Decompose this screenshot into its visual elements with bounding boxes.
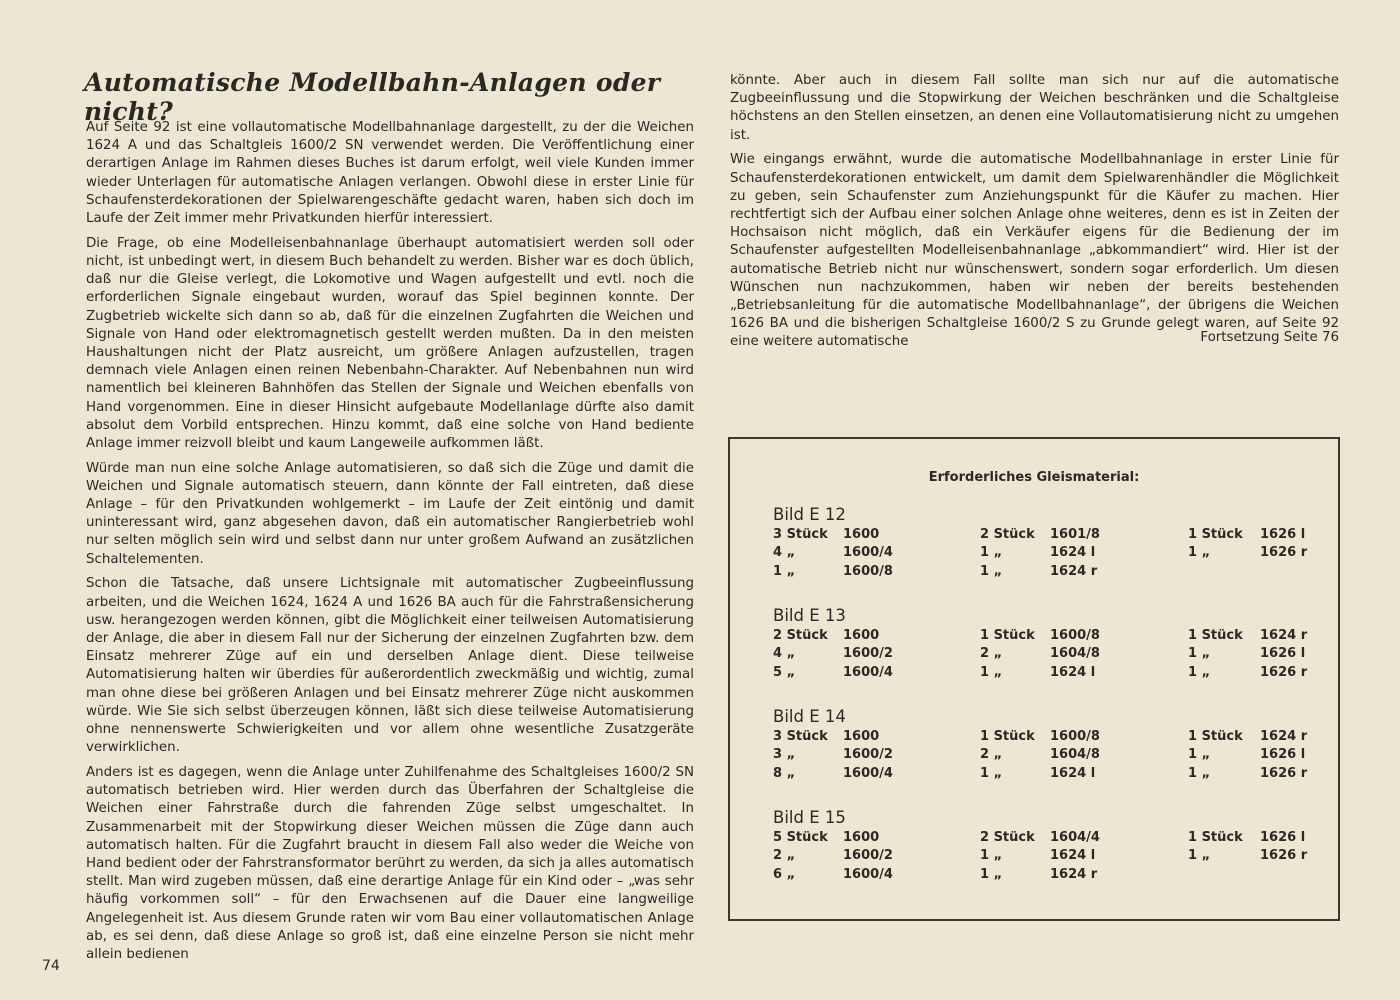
material-row bbox=[773, 646, 1313, 664]
material-row bbox=[773, 867, 1313, 885]
part-number-cell: 1600 bbox=[843, 729, 880, 744]
paragraph: könnte. Aber auch in diesem Fall sollte man sich nur auf die automatische Zugbeeinflussung und die Stopwirkung der Weichen beschränken und die Schaltgleise höchstens an den Stellen einsetzen, an denen eine Vollautomatisierung nicht zu umgehen ist. bbox=[730, 73, 1339, 143]
part-number-cell: 1626 l bbox=[1260, 527, 1306, 542]
quantity-cell: 2 Stück bbox=[773, 628, 828, 643]
track-material-box bbox=[728, 437, 1340, 921]
quantity-cell: 1 „ bbox=[1188, 545, 1211, 561]
box-title: Erforderliches Gleismaterial: bbox=[928, 470, 1140, 485]
paragraph: Schon die Tatsache, daß unsere Lichtsignale mit automatischer Zugbeeinflussung arbeiten, und die Weichen 1624, 1624 A und 1626 BA auch für die Fahrstraßensicherung usw. herangezogen werden können, gibt die Möglichkeit einer teilweisen Automatisierung der Anlage, die aber in diesem Fall nur der Sicherung der einzelnen Zugfahrten bzw. dem Einsatz mehrerer Züge auf ein und derselben Anlage dient. Diese teilweise Automatisierung halten wir überdies für außerordentlich zweckmäßig und wichtig, zumal man ohne diese bei größeren Anlagen und bei Einsatz mehrerer Züge nicht auskommen würde. Wie Sie sich selbst überzeugen können, läßt sich diese teilweise Automatisierung ohne nennenswerte Schwierigkeiten und vor allem ohne wesentliche Zusatzgeräte verwirklichen. bbox=[86, 576, 694, 756]
quantity-cell: 1 „ bbox=[980, 765, 1003, 781]
figure-label: Bild E 12 bbox=[773, 505, 846, 524]
part-number-cell: 1600/4 bbox=[843, 765, 893, 781]
part-number-cell: 1624 l bbox=[1050, 664, 1096, 680]
quantity-cell: 1 „ bbox=[1188, 664, 1211, 680]
quantity-cell: 1 „ bbox=[1188, 646, 1211, 662]
quantity-cell: 1 „ bbox=[1188, 848, 1211, 864]
paragraph: Wie eingangs erwähnt, wurde die automatische Modellbahnanlage in erster Linie für Schaufensterdekorationen entwickelt, um damit dem Spielwarenhändler die Möglichkeit zu geben, sein Schaufenster zum Anziehungspunkt für die Käufer zu machen. Hier rechtfertigt sich der Aufbau einer solchen Anlage ohne weiteres, denn es ist in Zeiten der Hochsaison nicht möglich, daß ein Verkäufer eigens für die Bedienung der im Schaufenster aufgestellten Modelleisenbahnanlage „abkommandiert“ wird. Hier ist der automatische Betrieb nicht nur wünschenswert, sondern sogar erforderlich. Um diesen Wünschen nun nachzukommen, haben wir neben der bereits bestehenden „Betriebsanleitung für die automatische Modellbahnanlage“, der übrigens die Weichen 1626 BA und die bisherigen Schaltgleise 1600/2 S zu Grunde gelegt waren, auf Seite 92 eine weitere automatische bbox=[730, 152, 1339, 350]
quantity-cell: 3 Stück bbox=[773, 527, 828, 542]
quantity-cell: 1 „ bbox=[980, 664, 1003, 680]
part-number-cell: 1626 l bbox=[1260, 646, 1306, 662]
quantity-cell: 1 Stück bbox=[1188, 527, 1243, 542]
part-number-cell: 1600/8 bbox=[1050, 628, 1100, 643]
part-number-cell: 1624 l bbox=[1050, 848, 1096, 864]
part-number-cell: 1600/2 bbox=[843, 646, 893, 662]
quantity-cell: 1 „ bbox=[980, 563, 1003, 579]
quantity-cell: 3 Stück bbox=[773, 729, 828, 744]
quantity-cell: 1 Stück bbox=[1188, 830, 1243, 845]
part-number-cell: 1626 r bbox=[1260, 765, 1308, 781]
part-number-cell: 1604/8 bbox=[1050, 747, 1100, 763]
part-number-cell: 1626 l bbox=[1260, 830, 1306, 845]
part-number-cell: 1626 l bbox=[1260, 747, 1306, 763]
quantity-cell: 2 „ bbox=[773, 848, 796, 864]
quantity-cell: 1 Stück bbox=[1188, 628, 1243, 643]
part-number-cell: 1600 bbox=[843, 527, 880, 542]
quantity-cell: 4 „ bbox=[773, 545, 796, 561]
material-row bbox=[773, 665, 1313, 683]
part-number-cell: 1600/4 bbox=[843, 664, 893, 680]
figure-label: Bild E 15 bbox=[773, 808, 846, 827]
part-number-cell: 1601/8 bbox=[1050, 527, 1100, 542]
figure-section bbox=[773, 606, 1313, 683]
page-title: Automatische Modellbahn-Anlagen oder nicht? bbox=[84, 68, 661, 126]
continuation-note: Fortsetzung Seite 76 bbox=[1200, 330, 1339, 345]
quantity-cell: 1 „ bbox=[1188, 765, 1211, 781]
paragraph: Würde man nun eine solche Anlage automatisieren, so daß sich die Züge und damit die Weichen und Signale automatisch steuern, dann könnte der Fall eintreten, daß diese Anlage – für den Privatkunden wohlgemerkt – im Laufe der Zeit eintönig und damit uninteressant wird, ganz abgesehen davon, daß ein automatischer Rangierbetrieb wohl nur selten möglich sein wird und selbst dann nur unter großem Aufwand an zusätzlichen Schaltelementen. bbox=[86, 460, 694, 567]
quantity-cell: 1 „ bbox=[773, 563, 796, 579]
quantity-cell: 2 Stück bbox=[980, 527, 1035, 542]
figure-section bbox=[773, 505, 1313, 582]
quantity-cell: 8 „ bbox=[773, 765, 796, 781]
quantity-cell: 1 „ bbox=[980, 866, 1003, 882]
material-row bbox=[773, 848, 1313, 866]
quantity-cell: 1 „ bbox=[980, 848, 1003, 864]
paragraph: Die Frage, ob eine Modelleisenbahnanlage überhaupt automatisiert werden soll oder nicht, ist unbedingt wert, in diesem Buch behandelt zu werden. Bisher war es doch üblich, daß nur die Gleise verlegt, die Lokomotive und Wagen aufgestellt und evtl. noch die erforderlichen Signale eingebaut wurden, worauf das Spiel beginnen konnte. Der Zugbetrieb wickelte sich dann so ab, daß für die einzelnen Zugfahrten die Weichen und Signale von Hand oder elektromagnetisch gestellt werden mußten. Da in den meisten Haushaltungen nicht der Platz ausreicht, um größere Anlagen aufzustellen, tragen demnach viele Anlagen einen reinen Nebenbahn-Charakter. Auf Nebenbahnen nun wird namentlich bei kleineren Bahnhöfen das Stellen der Signale und Weichen ebenfalls von Hand vorgenommen. Eine in dieser Hinsicht aufgebaute Modellanlage dürfte also damit absolut dem Vorbild entsprechen. Hinzu kommt, daß eine solche von Hand bediente Anlage immer reizvoll bleibt und kaum Langeweile aufkommen läßt. bbox=[86, 235, 694, 451]
quantity-cell: 2 Stück bbox=[980, 830, 1035, 845]
part-number-cell: 1600 bbox=[843, 628, 880, 643]
paragraph: Anders ist es dagegen, wenn die Anlage unter Zuhilfenahme des Schaltgleises 1600/2 SN automatisch betrieben wird. Hier werden durch das Überfahren der Schaltgleise die Weichen einer Fahrstraße durch die fahrenden Züge selbst umgeschaltet. In Zusammenarbeit mit der Stopwirkung dieser Weichen müssen die Züge dann auch automatisch halten. Für die Zugfahrt braucht in diesem Fall also weder die Weiche von Hand bedient oder der Fahrstransformator berührt zu werden, da sich ja alles automatisch stellt. Man wird zugeben müssen, daß eine derartige Anlage für ein Kind oder – „was sehr häufig vorkommen soll“ – für den Erwachsenen auf die Dauer eine langweilige Angelegenheit ist. Aus diesem Grunde raten wir vom Bau einer vollautomatischen Anlage ab, es sei denn, daß diese Anlage so groß ist, daß eine einzelne Person sie nicht mehr allein bedienen bbox=[86, 764, 694, 962]
quantity-cell: 5 „ bbox=[773, 664, 796, 680]
part-number-cell: 1624 r bbox=[1050, 866, 1098, 882]
material-row bbox=[773, 729, 1313, 747]
figure-section bbox=[773, 707, 1313, 784]
page-number: 74 bbox=[42, 958, 60, 974]
quantity-cell: 2 „ bbox=[980, 646, 1003, 662]
material-row bbox=[773, 747, 1313, 765]
part-number-cell: 1624 l bbox=[1050, 765, 1096, 781]
part-number-cell: 1626 r bbox=[1260, 545, 1308, 561]
material-row bbox=[773, 545, 1313, 563]
part-number-cell: 1604/4 bbox=[1050, 830, 1100, 845]
right-column bbox=[730, 72, 1339, 358]
quantity-cell: 1 Stück bbox=[980, 628, 1035, 643]
quantity-cell: 1 „ bbox=[980, 545, 1003, 561]
part-number-cell: 1626 r bbox=[1260, 848, 1308, 864]
left-column bbox=[86, 119, 694, 971]
material-row bbox=[773, 527, 1313, 545]
material-row bbox=[773, 766, 1313, 784]
part-number-cell: 1600 bbox=[843, 830, 880, 845]
part-number-cell: 1600/2 bbox=[843, 848, 893, 864]
quantity-cell: 2 „ bbox=[980, 747, 1003, 763]
figure-label: Bild E 13 bbox=[773, 606, 846, 625]
quantity-cell: 6 „ bbox=[773, 866, 796, 882]
part-number-cell: 1600/8 bbox=[843, 563, 893, 579]
quantity-cell: 5 Stück bbox=[773, 830, 828, 845]
part-number-cell: 1626 r bbox=[1260, 664, 1308, 680]
material-row bbox=[773, 830, 1313, 848]
material-row bbox=[773, 628, 1313, 646]
paragraph: Auf Seite 92 ist eine vollautomatische Modellbahnanlage dargestellt, zu der die Weichen 1624 A und das Schaltgleis 1600/2 SN verwendet werden. Die Veröffentlichung einer derartigen Anlage im Rahmen dieses Buches ist darum erfolgt, weil viele Kunden immer wieder Unterlagen für automatische Anlagen verlangen. Obwohl diese in erster Linie für Schaufensterdekorationen der Spielwarengeschäfte gedacht waren, haben sich doch im Laufe der Zeit immer mehr Privatkunden hierfür interessiert. bbox=[86, 120, 694, 227]
part-number-cell: 1600/8 bbox=[1050, 729, 1100, 744]
part-number-cell: 1600/2 bbox=[843, 747, 893, 763]
part-number-cell: 1624 r bbox=[1260, 628, 1308, 643]
part-number-cell: 1624 r bbox=[1050, 563, 1098, 579]
quantity-cell: 4 „ bbox=[773, 646, 796, 662]
quantity-cell: 3 „ bbox=[773, 747, 796, 763]
figure-section bbox=[773, 808, 1313, 885]
part-number-cell: 1600/4 bbox=[843, 866, 893, 882]
part-number-cell: 1600/4 bbox=[843, 545, 893, 561]
part-number-cell: 1624 r bbox=[1260, 729, 1308, 744]
quantity-cell: 1 Stück bbox=[1188, 729, 1243, 744]
part-number-cell: 1624 l bbox=[1050, 545, 1096, 561]
part-number-cell: 1604/8 bbox=[1050, 646, 1100, 662]
material-row bbox=[773, 564, 1313, 582]
figure-label: Bild E 14 bbox=[773, 707, 846, 726]
quantity-cell: 1 Stück bbox=[980, 729, 1035, 744]
quantity-cell: 1 „ bbox=[1188, 747, 1211, 763]
